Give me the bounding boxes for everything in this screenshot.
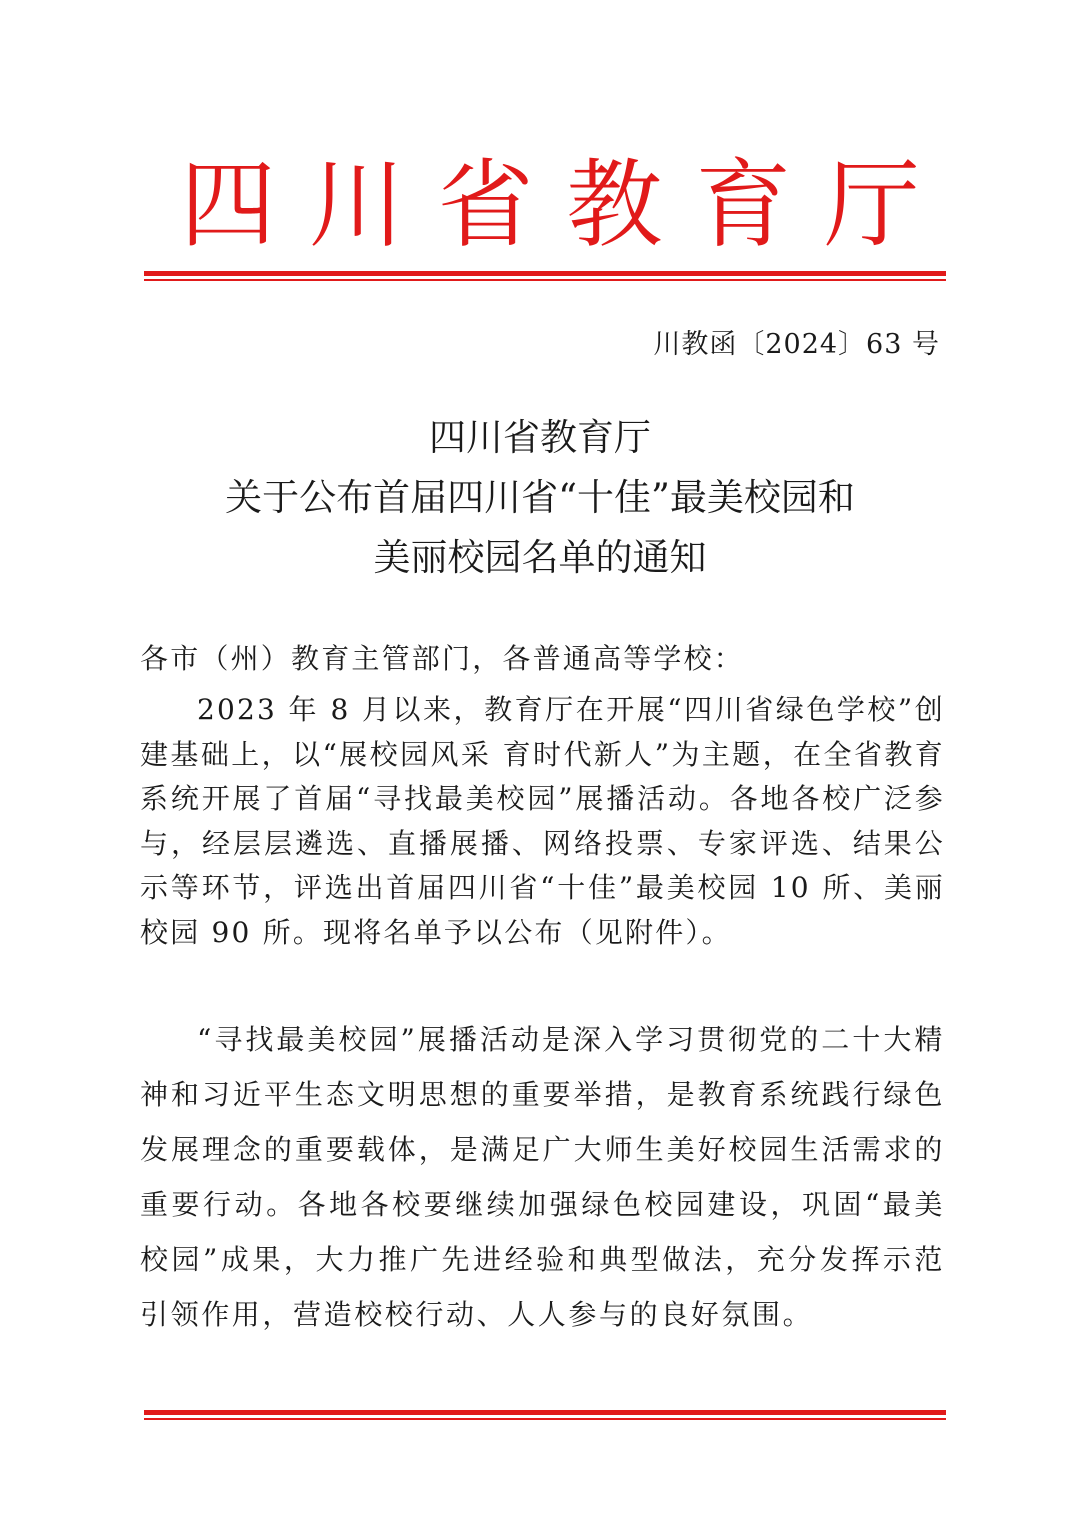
top-red-rule-thick (144, 271, 946, 276)
masthead-char: 省 (437, 149, 534, 261)
bottom-red-rule-thin (144, 1418, 946, 1420)
paragraph-2: “寻找最美校园”展播活动是深入学习贯彻党的二十大精神和习近平生态文明思想的重要举措，是教育系统践行绿色发展理念的重要载体，是满足广大师生美好校园生活需求的重要行动。各地各校要继续加强绿色校园建设，巩固“最美校园”成果，大力推广先进经验和典型做法，充分发挥示范引领作用，营造校校行动、人人参与的良好氛围。 (140, 1023, 945, 1331)
document-number: 川教函〔2024〕63 号 (653, 329, 940, 360)
title-line-1: 四川省教育厅 (429, 416, 651, 459)
salutation: 各市（州）教育主管部门，各普通高等学校： (140, 642, 745, 675)
title-line-2: 关于公布首届四川省“十佳”最美校园和 (225, 476, 855, 519)
document-title (0, 408, 1080, 588)
title-line-3: 美丽校园名单的通知 (373, 536, 707, 579)
paragraph-1: 2023 年 8 月以来，教育厅在开展“四川省绿色学校”创建基础上，以“展校园风采 育时代新人”为主题，在全省教育系统开展了首届“寻找最美校园”展播活动。各地各校广泛参与，经层层遴选、直播展播、网络投票、专家评选、结果公示等环节，评选出首届四川省“十佳”最美校园 10 所、美丽校园 90 所。现将名单予以公布（见附件）。 (140, 693, 945, 949)
masthead-char: 四 (180, 149, 276, 261)
masthead (180, 150, 920, 260)
bottom-red-rule-thick (144, 1410, 946, 1415)
top-red-rule-thin (144, 279, 946, 281)
masthead-char: 教 (566, 149, 663, 261)
masthead-char: 川 (308, 149, 405, 261)
masthead-char: 厅 (823, 149, 920, 261)
masthead-char: 育 (695, 149, 792, 261)
